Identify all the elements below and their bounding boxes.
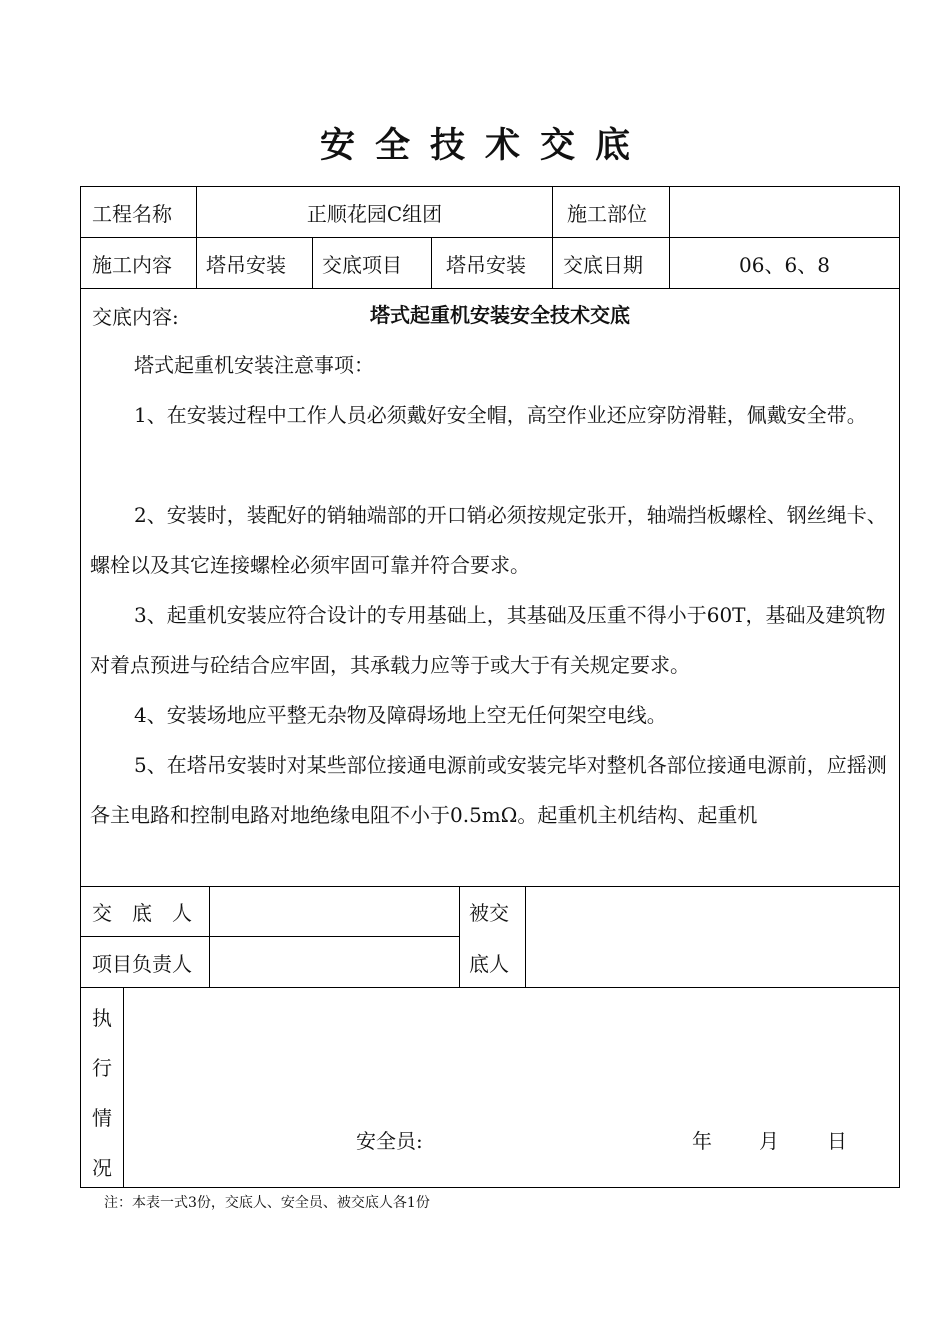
construction-part-value [670, 187, 899, 237]
row-divider [80, 288, 900, 289]
construction-content-value: 塔吊安装 [206, 252, 286, 277]
year-label: 年 [692, 1128, 712, 1153]
execution-label-char: 情 [92, 1106, 112, 1130]
col-divider [552, 186, 553, 288]
content-item: 3、起重机安装应符合设计的专用基础上，其基础及压重不得小于60T，基础及建筑物对着点预进与砼结合应牢固，其承载力应等于或大于有关规定要求。 [90, 603, 886, 677]
content-item: 2、安装时，装配好的销轴端部的开口销必须按规定张开，轴端挡板螺栓、钢丝绳卡、螺栓以及其它连接螺栓必须牢固可靠并符合要求。 [90, 503, 887, 577]
content-item: 4、安装场地应平整无杂物及障碍场地上空无任何架空电线。 [134, 703, 667, 727]
execution-label-char: 况 [92, 1156, 112, 1180]
footnote: 注：本表一式3份，交底人、安全员、被交底人各1份 [104, 1195, 430, 1211]
recipient-label-line2: 底人 [469, 951, 509, 976]
recipient-value [526, 887, 899, 987]
col-divider [123, 987, 124, 1188]
construction-part-label: 施工部位 [567, 201, 647, 226]
project-name-label: 工程名称 [92, 201, 172, 226]
project-leader-value [210, 937, 459, 987]
construction-content-label: 施工内容 [92, 252, 172, 277]
disclosure-subject: 塔式起重机安装安全技术交底 [370, 303, 630, 327]
execution-label-char: 行 [92, 1056, 112, 1080]
disclosure-content-label: 交底内容: [92, 304, 179, 329]
execution-label-char: 执 [92, 1006, 112, 1030]
month-label: 月 [759, 1128, 779, 1153]
safety-officer-label: 安全员: [356, 1128, 423, 1153]
row-divider [80, 987, 900, 988]
document-title: 安全技术交底 [319, 125, 650, 166]
content-item: 1、在安装过程中工作人员必须戴好安全帽，高空作业还应穿防滑鞋，佩戴安全带。 [134, 403, 867, 427]
content-intro: 塔式起重机安装注意事项： [134, 353, 374, 377]
disclosure-item-value: 塔吊安装 [446, 252, 526, 277]
recipient-label-line1: 被交 [469, 901, 509, 925]
discloser-label: 交 底 人 [92, 901, 192, 925]
project-name-value: 正顺花园C组团 [306, 201, 443, 226]
disclosure-date-value: 06、6、8 [739, 252, 830, 277]
col-divider [459, 886, 460, 987]
project-leader-label: 项目负责人 [92, 951, 192, 976]
disclosure-item-label: 交底项目 [322, 252, 402, 277]
col-divider [312, 237, 313, 288]
day-label: 日 [827, 1128, 847, 1153]
content-item: 5、在塔吊安装时对某些部位接通电源前或安装完毕对整机各部位接通电源前，应摇测各主电路和控制电路对地绝缘电阻不小于0.5mΩ。起重机主机结构、起重机 [90, 753, 887, 827]
col-divider [431, 237, 432, 288]
discloser-value [210, 887, 459, 936]
disclosure-date-label: 交底日期 [563, 252, 643, 277]
